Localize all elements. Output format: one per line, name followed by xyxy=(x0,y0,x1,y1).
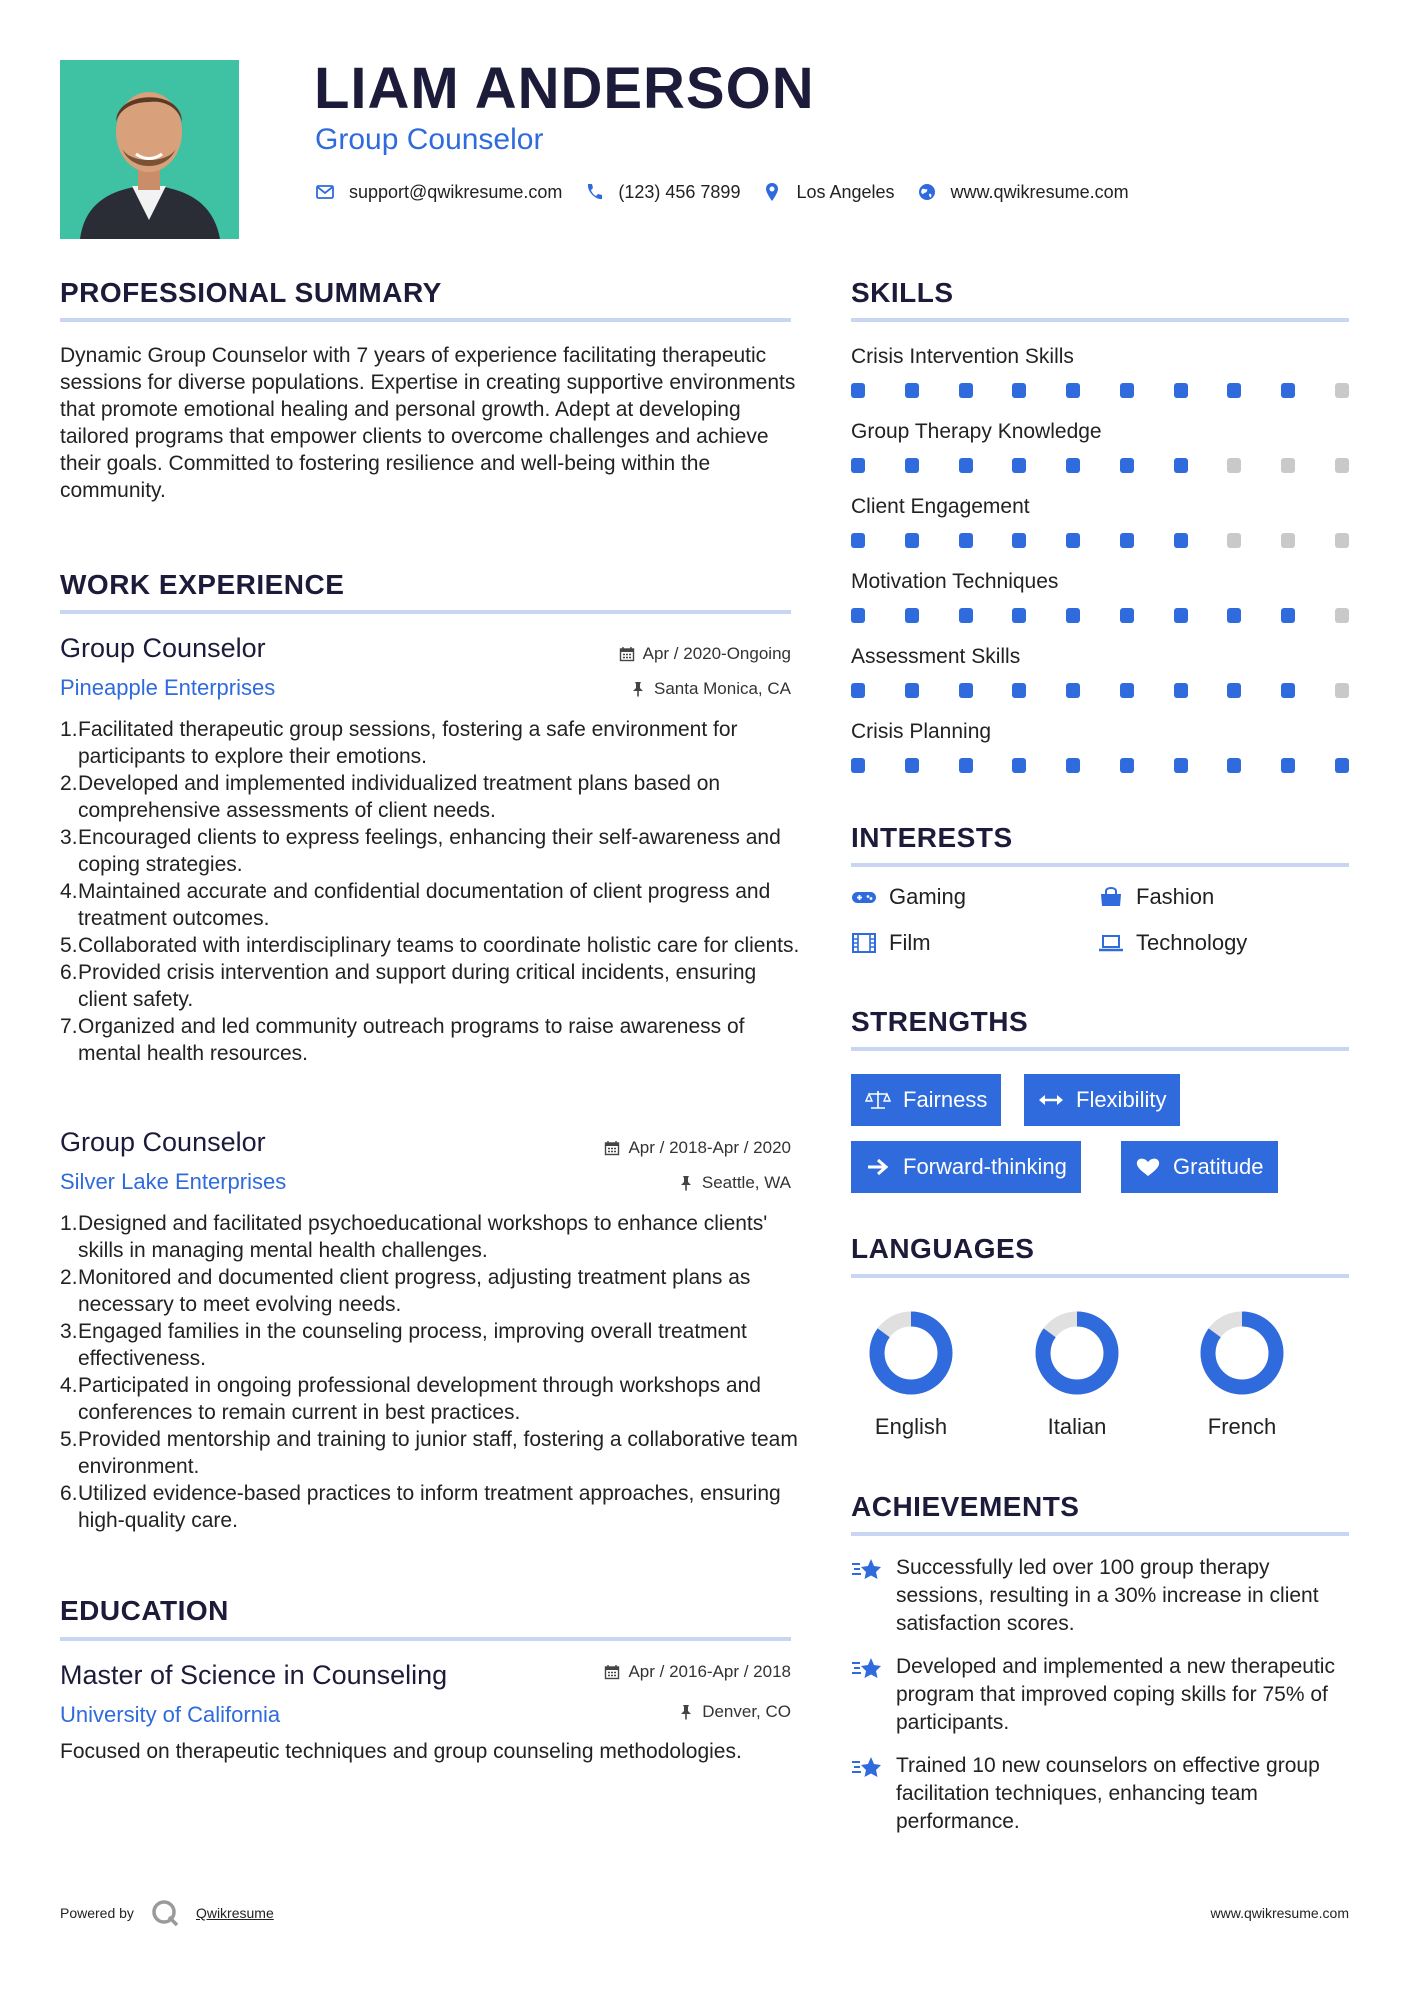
skill-dot-empty xyxy=(1335,458,1349,473)
section-divider xyxy=(851,318,1349,322)
language-name: English xyxy=(874,1414,948,1439)
education-dates xyxy=(604,1661,791,1683)
skill-rating xyxy=(851,683,1349,699)
language-level-ring xyxy=(1034,1310,1120,1396)
skill-dot-filled xyxy=(851,683,865,698)
skill-dot-filled xyxy=(1174,533,1188,548)
calendar-icon xyxy=(604,1140,620,1156)
skill-dot-filled xyxy=(905,758,919,773)
skill-dot-filled xyxy=(1174,458,1188,473)
strength-tag xyxy=(851,1074,1001,1126)
list-item: Engaged families in the counseling process, improving overall treatment effectiveness. xyxy=(78,1320,747,1370)
shooting-star-icon xyxy=(851,1655,883,1683)
interest-label: Film xyxy=(889,930,931,955)
pushpin-icon xyxy=(678,1704,694,1720)
skill-dot-filled xyxy=(959,533,973,548)
interest-label: Gaming xyxy=(889,884,967,909)
strength-label: Fairness xyxy=(903,1087,988,1112)
skill-dot-filled xyxy=(1066,383,1080,398)
skill-dot-filled xyxy=(959,758,973,773)
skill-dot-filled xyxy=(851,533,865,548)
list-item: Provided mentorship and training to junior staff, fostering a collaborative team environment. xyxy=(78,1428,798,1478)
skill-dot-filled xyxy=(1174,683,1188,698)
education-location xyxy=(678,1701,791,1723)
interest-item xyxy=(851,930,931,956)
skill-dot-filled xyxy=(1120,533,1134,548)
list-item: Facilitated therapeutic group sessions, fostering a safe environment for participants to explore their emotions. xyxy=(78,718,738,768)
job-location xyxy=(630,678,791,700)
shopping-bag-icon xyxy=(1098,886,1124,908)
skill-dot-filled xyxy=(905,458,919,473)
skill-dot-filled xyxy=(851,758,865,773)
skill-name: Crisis Intervention Skills xyxy=(851,345,1074,368)
contact-bar xyxy=(315,180,1151,204)
envelope-icon xyxy=(315,182,335,202)
company-name: Pineapple Enterprises xyxy=(60,675,276,700)
list-item: Provided crisis intervention and support during critical incidents, ensuring client safety. xyxy=(78,961,757,1011)
skill-rating xyxy=(851,383,1349,399)
summary-text: Dynamic Group Counselor with 7 years of experience facilitating therapeutic sessions for diverse populations. Expertise in creating supportive environments that promote emotional healing and personal growth. Adept at developing tailored programs that empower clients to overcome challenges and achieve their goals. Committed to fostering resilience and well-being within the community. xyxy=(60,344,796,502)
skill-dot-filled xyxy=(959,683,973,698)
skill-name: Client Engagement xyxy=(851,495,1030,518)
section-title-experience: WORK EXPERIENCE xyxy=(60,569,345,600)
education-dates-text: Apr / 2016-Apr / 2018 xyxy=(628,1662,791,1681)
section-title-skills: SKILLS xyxy=(851,277,954,308)
footer-powered-by xyxy=(60,1898,274,1928)
interest-label: Fashion xyxy=(1136,884,1215,909)
language-level-ring xyxy=(868,1310,954,1396)
location-text: Los Angeles xyxy=(796,181,895,202)
calendar-icon xyxy=(619,646,635,662)
skill-dot-empty xyxy=(1281,458,1295,473)
pushpin-icon xyxy=(678,1175,694,1191)
profile-photo xyxy=(60,60,239,239)
arrows-horizontal-icon xyxy=(1038,1089,1064,1111)
skill-dot-filled xyxy=(1012,608,1026,623)
skill-dot-filled xyxy=(1227,758,1241,773)
skill-dot-filled xyxy=(905,533,919,548)
job-responsibilities xyxy=(60,716,800,1067)
powered-by-label: Powered by xyxy=(60,1905,134,1921)
education-location-text: Denver, CO xyxy=(702,1702,791,1721)
language-item xyxy=(1022,1310,1132,1440)
skill-dot-filled xyxy=(1281,758,1295,773)
job-responsibilities xyxy=(60,1210,800,1534)
job-dates-text: Apr / 2020-Ongoing xyxy=(642,644,791,663)
skill-dot-empty xyxy=(1335,383,1349,398)
skill-name: Crisis Planning xyxy=(851,720,992,743)
skill-dot-filled xyxy=(1120,758,1134,773)
job-location-text: Seattle, WA xyxy=(701,1173,791,1192)
calendar-icon xyxy=(604,1664,620,1680)
qwikresume-logo-icon xyxy=(150,1898,180,1928)
skill-dot-filled xyxy=(959,458,973,473)
skill-dot-filled xyxy=(1066,758,1080,773)
balance-scale-icon xyxy=(865,1089,891,1111)
skill-dot-filled xyxy=(1120,608,1134,623)
skill-dot-filled xyxy=(905,608,919,623)
footer-url[interactable]: www.qwikresume.com xyxy=(1210,1905,1349,1921)
section-title-interests: INTERESTS xyxy=(851,822,1013,853)
section-divider xyxy=(60,318,791,322)
list-item: Designed and facilitated psychoeducational workshops to enhance clients' skills in managing mental health challenges. xyxy=(78,1212,768,1262)
arrow-right-icon xyxy=(865,1156,891,1178)
candidate-name: LIAM ANDERSON xyxy=(314,56,815,121)
skill-dot-filled xyxy=(1066,683,1080,698)
skill-dot-filled xyxy=(1066,533,1080,548)
job-location xyxy=(678,1172,791,1194)
achievement-item xyxy=(851,1554,1351,1638)
skill-dot-filled xyxy=(1227,683,1241,698)
strength-tag xyxy=(1024,1074,1180,1126)
shooting-star-icon xyxy=(851,1754,883,1782)
skill-dot-filled xyxy=(905,383,919,398)
skill-dot-filled xyxy=(851,383,865,398)
skill-dot-filled xyxy=(1335,758,1349,773)
achievement-text: Successfully led over 100 group therapy sessions, resulting in a 30% increase in client satisfaction scores. xyxy=(896,1556,1319,1635)
globe-icon xyxy=(917,182,937,202)
strength-tag xyxy=(851,1141,1081,1193)
film-icon xyxy=(851,932,877,954)
achievement-item xyxy=(851,1752,1351,1836)
list-item: Participated in ongoing professional development through workshops and conferences to remain current in best practices. xyxy=(78,1374,761,1424)
skill-rating xyxy=(851,533,1349,549)
job-title: Group Counselor xyxy=(60,633,266,663)
section-title-achievements: ACHIEVEMENTS xyxy=(851,1491,1080,1522)
skill-dot-filled xyxy=(1012,458,1026,473)
skill-dot-filled xyxy=(959,608,973,623)
list-item: Monitored and documented client progress, adjusting treatment plans as necessary to meet evolving needs. xyxy=(78,1266,751,1316)
strength-tag xyxy=(1121,1141,1278,1193)
skill-dot-filled xyxy=(851,608,865,623)
interest-item xyxy=(1098,930,1247,956)
list-item: Maintained accurate and confidential documentation of client progress and treatment outcomes. xyxy=(78,880,771,930)
education-text: Focused on therapeutic techniques and group counseling methodologies. xyxy=(60,1740,742,1763)
skill-dot-filled xyxy=(1174,383,1188,398)
school-name: University of California xyxy=(60,1702,281,1727)
interest-item xyxy=(851,884,966,910)
skill-dot-filled xyxy=(1174,608,1188,623)
degree-title: Master of Science in Counseling xyxy=(60,1660,448,1690)
skill-dot-empty xyxy=(1281,533,1295,548)
section-title-education: EDUCATION xyxy=(60,1595,229,1626)
email-link[interactable]: support@qwikresume.com xyxy=(349,181,563,202)
phone-icon xyxy=(584,182,604,202)
skill-rating xyxy=(851,458,1349,474)
list-item: Developed and implemented individualized treatment plans based on comprehensive assessments of client needs. xyxy=(78,772,721,822)
skill-dot-empty xyxy=(1335,683,1349,698)
strength-label: Flexibility xyxy=(1076,1087,1167,1112)
skill-dot-filled xyxy=(1120,458,1134,473)
skill-dot-filled xyxy=(1227,383,1241,398)
achievement-text: Developed and implemented a new therapeutic program that improved coping skills for 75% of participants. xyxy=(896,1655,1335,1734)
skill-dot-filled xyxy=(1120,383,1134,398)
skill-dot-filled xyxy=(1281,383,1295,398)
skill-rating xyxy=(851,608,1349,624)
section-divider xyxy=(851,863,1349,867)
section-divider xyxy=(851,1047,1349,1051)
strength-label: Forward-thinking xyxy=(903,1154,1067,1179)
section-divider xyxy=(60,1637,791,1641)
job-location-text: Santa Monica, CA xyxy=(653,679,791,698)
skill-dot-filled xyxy=(1012,683,1026,698)
phone-number[interactable]: (123) 456 7899 xyxy=(618,181,741,202)
section-title-summary: PROFESSIONAL SUMMARY xyxy=(60,277,442,308)
skill-dot-filled xyxy=(905,683,919,698)
candidate-role: Group Counselor xyxy=(315,123,544,156)
interest-label: Technology xyxy=(1136,930,1248,955)
section-divider xyxy=(851,1532,1349,1536)
job-dates xyxy=(619,643,791,665)
skill-dot-empty xyxy=(1335,533,1349,548)
skill-dot-filled xyxy=(1281,683,1295,698)
list-item: Encouraged clients to express feelings, enhancing their self-awareness and coping strategies. xyxy=(78,826,781,876)
achievement-text: Trained 10 new counselors on effective group facilitation techniques, enhancing team performance. xyxy=(896,1754,1320,1833)
language-item xyxy=(856,1310,966,1440)
list-item: Organized and led community outreach programs to raise awareness of mental health resources. xyxy=(78,1015,745,1065)
job-title: Group Counselor xyxy=(60,1127,266,1157)
list-item: Utilized evidence-based practices to inform treatment approaches, ensuring high-quality care. xyxy=(78,1482,781,1532)
skill-dot-empty xyxy=(1227,533,1241,548)
map-marker-icon xyxy=(762,182,782,202)
skill-dot-filled xyxy=(851,458,865,473)
skill-dot-filled xyxy=(1066,458,1080,473)
language-name: Italian xyxy=(1047,1414,1107,1439)
skill-name: Motivation Techniques xyxy=(851,570,1059,593)
section-divider xyxy=(60,610,791,614)
skill-dot-filled xyxy=(1012,383,1026,398)
skill-dot-filled xyxy=(1012,758,1026,773)
gamepad-icon xyxy=(851,886,877,908)
strength-label: Gratitude xyxy=(1173,1154,1264,1179)
brand-link[interactable]: Qwikresume xyxy=(195,1905,274,1921)
website-link[interactable]: www.qwikresume.com xyxy=(950,181,1129,202)
interest-item xyxy=(1098,884,1214,910)
language-level-ring xyxy=(1199,1310,1285,1396)
skill-dot-filled xyxy=(1066,608,1080,623)
laptop-icon xyxy=(1098,932,1124,954)
list-item: Collaborated with interdisciplinary teams to coordinate holistic care for clients. xyxy=(78,934,800,957)
heart-icon xyxy=(1135,1156,1161,1178)
skill-dot-filled xyxy=(1012,533,1026,548)
pushpin-icon xyxy=(630,681,646,697)
language-name: French xyxy=(1207,1414,1277,1439)
section-title-languages: LANGUAGES xyxy=(851,1233,1035,1264)
shooting-star-icon xyxy=(851,1556,883,1584)
skill-rating xyxy=(851,758,1349,774)
section-title-strengths: STRENGTHS xyxy=(851,1006,1029,1037)
skill-dot-empty xyxy=(1227,458,1241,473)
section-divider xyxy=(851,1274,1349,1278)
company-name: Silver Lake Enterprises xyxy=(60,1169,287,1194)
skill-dot-filled xyxy=(959,383,973,398)
language-item xyxy=(1187,1310,1297,1440)
skill-dot-empty xyxy=(1335,608,1349,623)
skill-dot-filled xyxy=(1120,683,1134,698)
skill-name: Assessment Skills xyxy=(851,645,1021,668)
skill-dot-filled xyxy=(1174,758,1188,773)
job-dates-text: Apr / 2018-Apr / 2020 xyxy=(628,1138,791,1157)
skill-name: Group Therapy Knowledge xyxy=(851,420,1102,443)
job-dates xyxy=(604,1137,791,1159)
skill-dot-filled xyxy=(1227,608,1241,623)
skill-dot-filled xyxy=(1281,608,1295,623)
achievement-item xyxy=(851,1653,1351,1737)
